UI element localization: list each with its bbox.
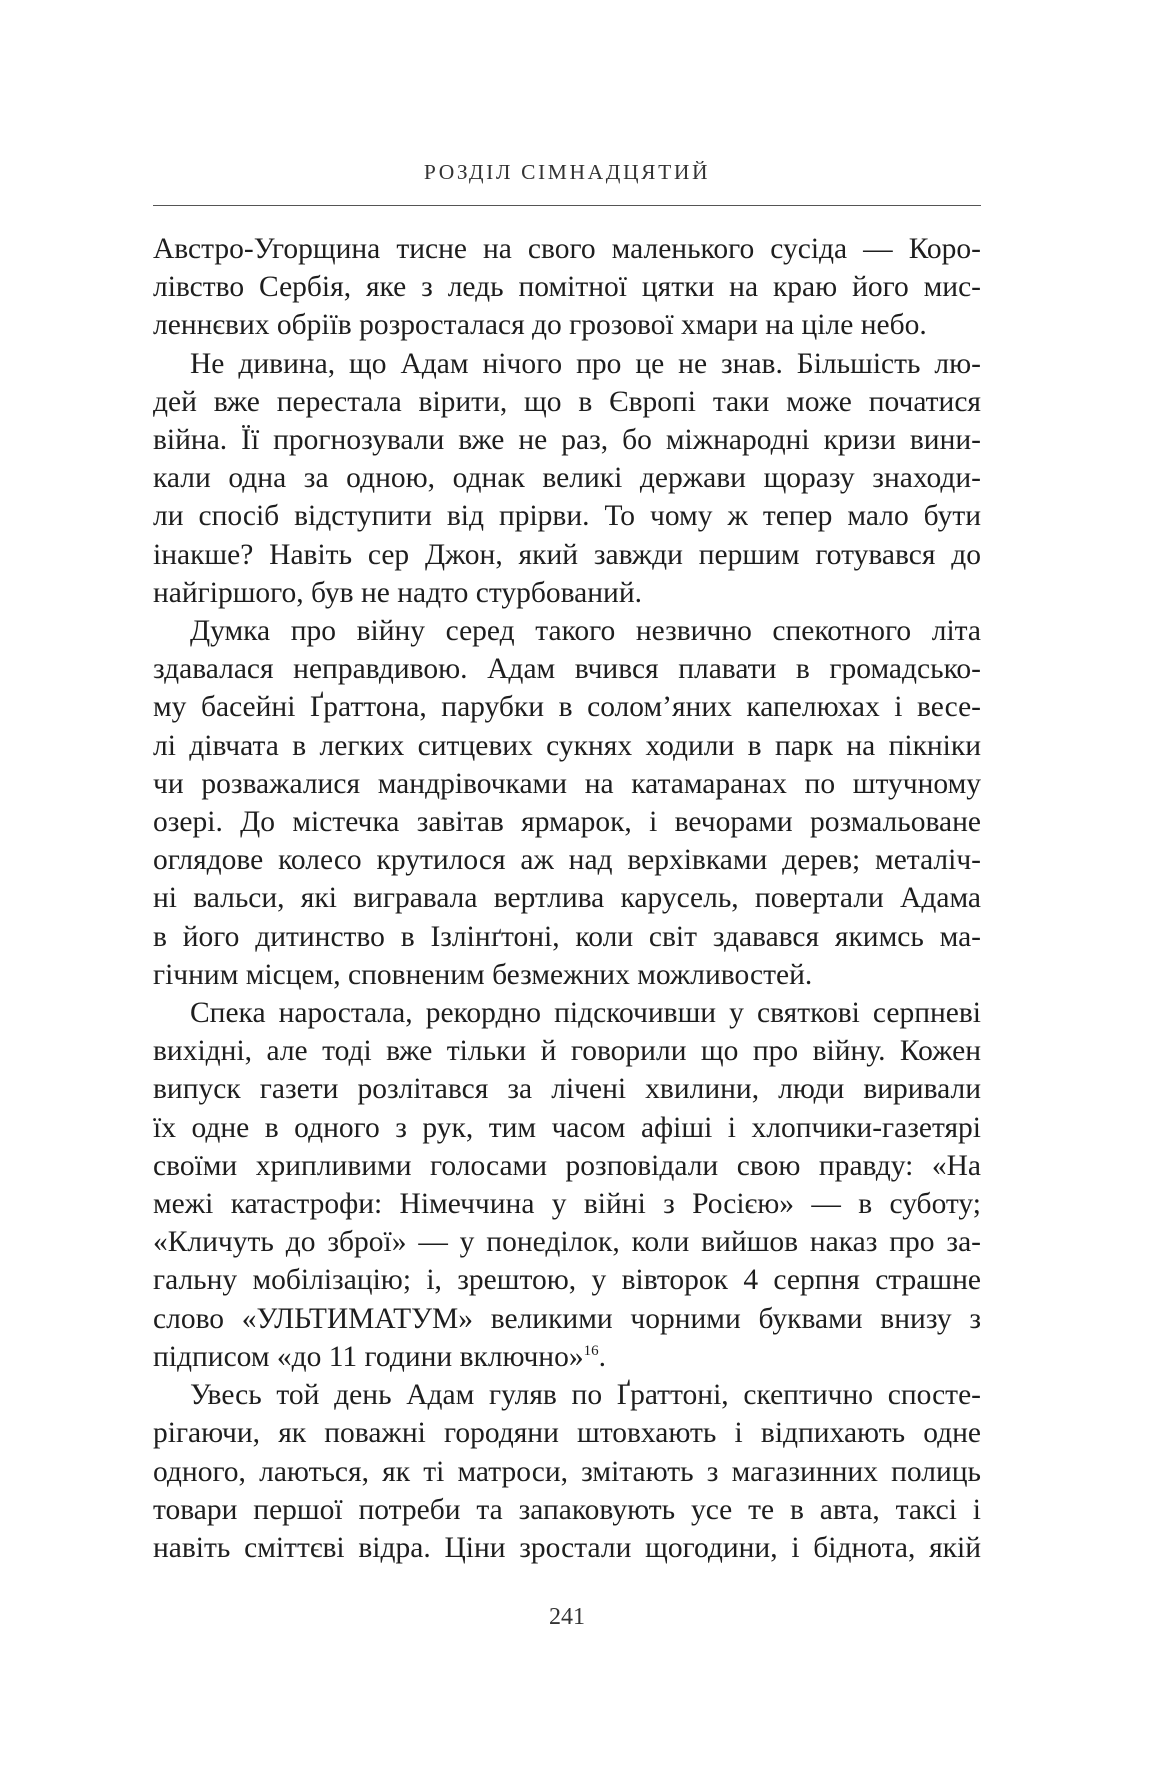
- text-line: гальну мобілізацію; і, зрештою, у вівторок 4 серпня страшне: [153, 1264, 981, 1297]
- text-line: озері. До містечка завітав ярмарок, і вечорами розмальоване: [153, 806, 981, 839]
- text-line: лі дівчата в легких ситцевих сукнях ходили в парк на пікніки: [153, 729, 981, 762]
- text-line-content: підписом «до 11 години включно»: [153, 1340, 584, 1373]
- text-line: дей вже перестала вірити, що в Європі таки може початися: [153, 385, 981, 418]
- text-line: кали одна за одною, однак великі держави щоразу знаходи-: [153, 462, 981, 495]
- text-line: ли спосіб відступити від прірви. То чому ж тепер мало бути: [153, 500, 981, 533]
- text-line: Думка про війну серед такого незвично спекотного літа: [190, 615, 981, 648]
- text-line: оглядове колесо крутилося аж над верхівками дерев; металіч-: [153, 844, 981, 877]
- paragraph-5: [153, 1376, 981, 1567]
- text-line: гічним місцем, сповненим безмежних можливостей.: [153, 958, 813, 991]
- running-head: РОЗДІЛ СІМНАДЦЯТИЙ: [423, 160, 711, 184]
- text-line: лівство Сербія, яке з ледь помітної цятки на краю його мис-: [153, 271, 981, 304]
- text-line: найгіршого, був не надто стурбований.: [153, 576, 642, 609]
- header-rule: [153, 205, 981, 206]
- paragraph-2: [153, 345, 981, 612]
- text-line: ні вальси, які вигравала вертлива карусель, повертали Адама: [153, 882, 981, 915]
- text-line: [153, 1338, 981, 1376]
- page-number: 241: [549, 1604, 585, 1630]
- text-line: здавалася неправдивою. Адам вчився плавати в громадсько-: [153, 653, 981, 686]
- footnote-reference[interactable]: 16: [583, 1343, 599, 1360]
- text-line: своїми хрипливими голосами розповідали свою правду: «На: [153, 1149, 981, 1182]
- text-line-tail: .: [598, 1340, 606, 1373]
- text-line: одного, лаються, як ті матроси, змітають з магазинних полиць: [153, 1455, 981, 1488]
- text-line: війна. Її прогнозували вже не раз, бо міжнародні кризи вини-: [153, 424, 981, 457]
- text-line: Не дивина, що Адам нічого про це не знав. Більшість лю-: [190, 347, 981, 380]
- text-line: Увесь той день Адам гуляв по Ґраттоні, скептично спосте-: [190, 1379, 981, 1412]
- paragraph-1: [153, 230, 981, 345]
- text-line: в його дитинство в Ізлінґтоні, коли світ здавався якимсь ма-: [153, 920, 981, 953]
- text-line: їх одне в одного з рук, тим часом афіші і хлопчики-газетярі: [153, 1111, 981, 1144]
- text-line: вихідні, але тоді вже тільки й говорили що про війну. Кожен: [153, 1035, 981, 1068]
- text-line: леннєвих обріїв розросталася до грозової хмари на ціле небо.: [153, 309, 927, 342]
- text-line: Спека наростала, рекордно підскочивши у святкові серпневі: [190, 997, 981, 1030]
- text-line: чи розважалися мандрівочками на катамаранах по штучному: [153, 767, 981, 800]
- text-line: товари першої потреби та запаковують усе те в авта, таксі і: [153, 1493, 981, 1526]
- text-line: інакше? Навіть сер Джон, який завжди першим готувався до: [153, 538, 981, 571]
- text-line: Австро-Угорщина тисне на свого маленького сусіда — Коро-: [153, 233, 981, 265]
- paragraph-4: [153, 994, 981, 1376]
- paragraph-3: [153, 612, 981, 994]
- text-line: випуск газети розлітався за лічені хвилини, люди виривали: [153, 1073, 981, 1106]
- text-line: му басейні Ґраттона, парубки в солом’яних капелюхах і весе-: [153, 691, 981, 724]
- text-line: слово «УЛЬТИМАТУМ» великими чорними буквами внизу з: [153, 1302, 981, 1335]
- text-line: рігаючи, як поважні городяни штовхають і відпихають одне: [153, 1417, 981, 1450]
- text-line: навіть сміттєві відра. Ціни зростали щогодини, і біднота, якій: [153, 1531, 981, 1564]
- text-line: межі катастрофи: Німеччина у війні з Росією» — в суботу;: [153, 1188, 981, 1221]
- text-line: «Кличуть до зброї» — у понеділок, коли вийшов наказ про за-: [153, 1226, 981, 1259]
- body-text: [153, 230, 981, 1567]
